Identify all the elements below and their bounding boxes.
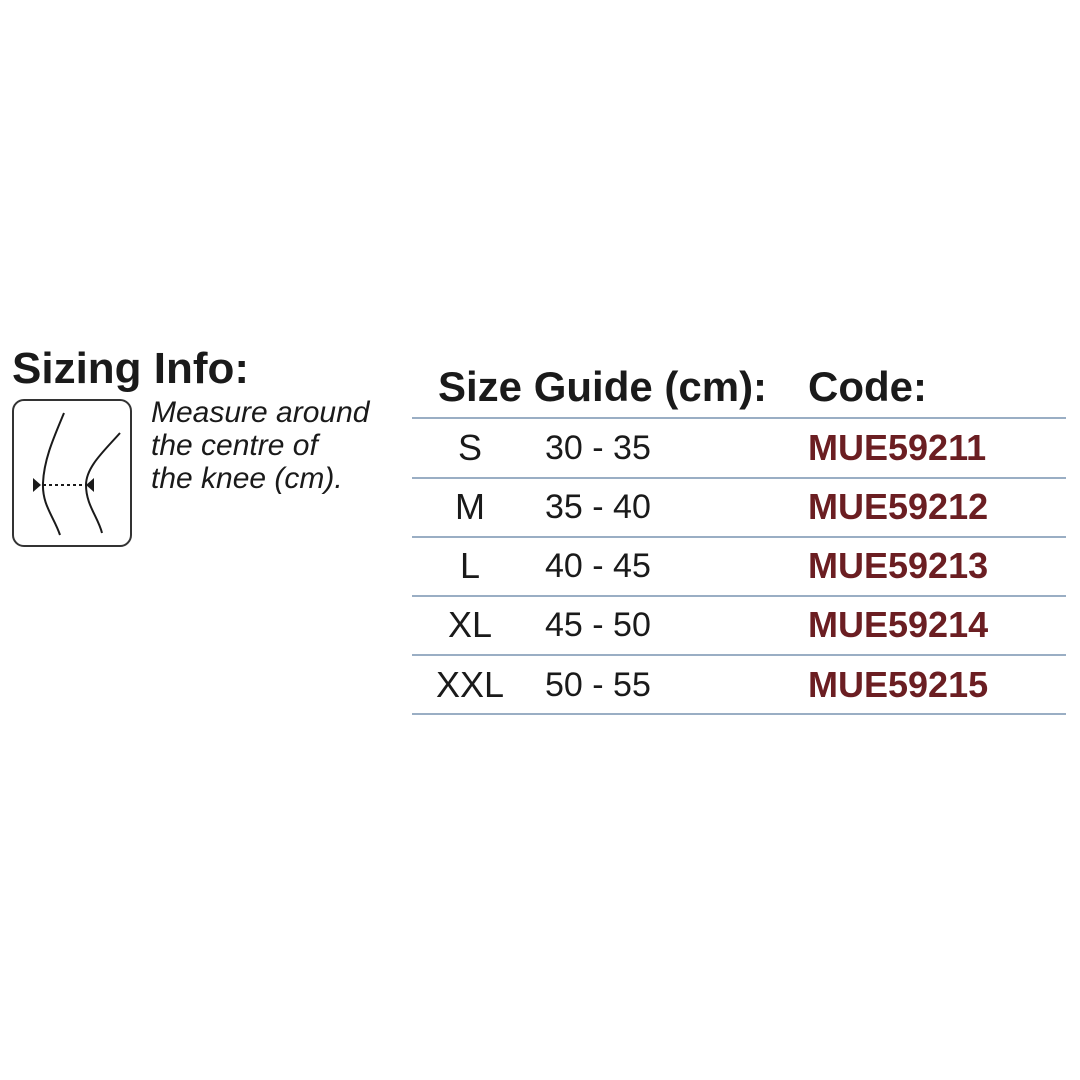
code-header: Code: [808,363,927,410]
size-cell: XXL [435,664,505,705]
range-cell: 40 - 45 [545,547,651,585]
range-cell: 45 - 50 [545,606,651,644]
measure-instructions [151,396,411,495]
instruction-line: the knee (cm). [151,462,343,495]
size-cell: S [457,427,482,468]
range-cell: 30 - 35 [545,429,651,467]
instruction-line: the centre of [151,429,318,462]
range-cell: 50 - 55 [545,666,651,704]
table-row [412,537,1066,595]
code-cell: MUE59211 [808,427,987,468]
code-cell: MUE59212 [808,486,989,527]
range-cell: 35 - 40 [545,488,651,526]
knee-measure-icon [12,399,132,547]
size-cell: XL [447,604,493,645]
code-cell: MUE59214 [808,604,989,645]
table-row [412,419,1066,477]
size-cell: L [459,545,481,586]
instruction-line: Measure around [151,396,370,429]
table-row [412,596,1066,654]
table-row [412,478,1066,536]
size-guide-header: Size Guide (cm): [438,363,768,410]
table-row [412,656,1066,714]
sizing-info-title: Sizing Info: [12,344,250,393]
code-cell: MUE59215 [808,664,989,705]
size-cell: M [455,486,485,527]
code-cell: MUE59213 [808,545,989,586]
